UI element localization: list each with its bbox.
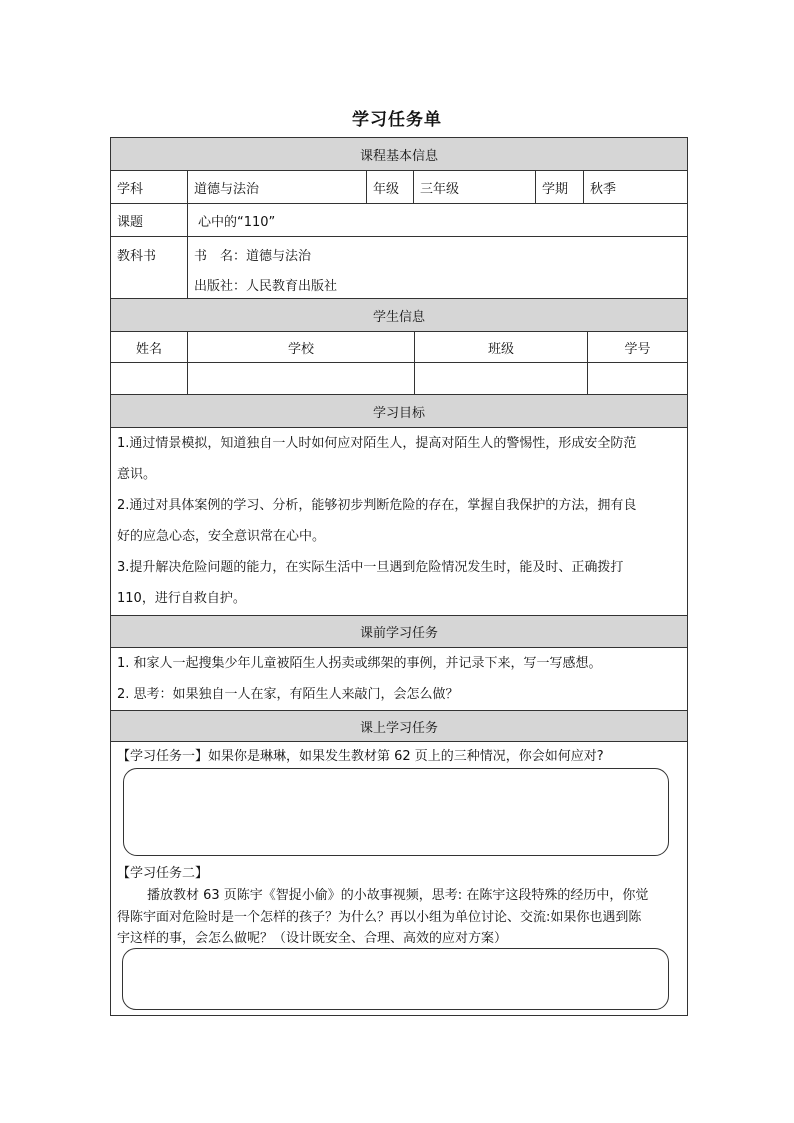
task2-line: 播放教材 63 页陈宇《智捉小偷》的小故事视频，思考: 在陈宇这段特殊的经历中，你觉 [147, 888, 649, 903]
pre-class-item: 2. 思考：如果独自一人在家，有陌生人来敲门，会怎么做？ [117, 687, 459, 702]
in-class-content [111, 742, 687, 1015]
topic-value: 心中的“110” [198, 214, 276, 230]
subject-value: 道德与法治 [188, 171, 367, 203]
class-input-cell[interactable] [415, 363, 588, 394]
subject-row [111, 171, 687, 204]
objective-line: 2.通过对具体案例的学习、分析，能够初步判断危险的存在，掌握自我保护的方法，拥有良 [117, 498, 637, 513]
objective-line: 1.通过情景模拟，知道独自一人时如何应对陌生人，提高对陌生人的警惕性，形成安全防范 [117, 436, 637, 451]
task2-title: 【学习任务二】 [117, 866, 209, 881]
objectives-content [111, 428, 687, 616]
task2-line: 宇这样的事，会怎么做呢？（设计既安全、合理、高效的应对方案） [117, 931, 508, 946]
subject-label: 学科 [111, 171, 188, 203]
textbook-label: 教科书 [111, 237, 188, 298]
term-value: 秋季 [590, 181, 617, 197]
objective-line: 3.提升解决危险问题的能力，在实际生活中一旦遇到危险情况发生时，能及时、正确拨打 [117, 560, 624, 575]
pre-class-item: 1. 和家人一起搜集少年儿童被陌生人拐卖或绑架的事例，并记录下来，写一写感想。 [117, 656, 602, 671]
grade-label: 年级 [367, 171, 414, 203]
task1-text: 【学习任务一】如果你是琳琳，如果发生教材第 62 页上的三种情况，你会如何应对? [117, 749, 604, 764]
col-student-id: 学号 [624, 341, 651, 357]
publisher-line: 出版社：人民教育出版社 [194, 279, 338, 294]
topic-label: 课题 [111, 204, 188, 236]
task2-line: 得陈宇面对危险时是一个怎样的孩子？为什么？再以小组为单位讨论、交流:如果你也遇到陈 [117, 910, 642, 925]
task2-answer-box[interactable] [122, 948, 669, 1010]
pre-class-content [111, 648, 687, 711]
student-input-row [111, 363, 687, 395]
student-columns-row [111, 332, 687, 363]
col-school: 学校 [188, 332, 415, 362]
objectives-header: 学习目标 [111, 395, 687, 428]
topic-row [111, 204, 687, 237]
school-input-cell[interactable] [188, 363, 415, 394]
pre-class-header: 课前学习任务 [111, 616, 687, 648]
student-info-header: 学生信息 [111, 299, 687, 332]
textbook-row [111, 237, 687, 299]
task-sheet-table [110, 137, 688, 1016]
student-id-input-cell[interactable] [588, 363, 687, 394]
objective-line: 意识。 [117, 467, 157, 482]
in-class-header: 课上学习任务 [111, 711, 687, 742]
objective-line: 110，进行自救自护。 [117, 591, 246, 606]
task1-answer-box[interactable] [123, 768, 669, 856]
grade-value: 三年级 [414, 171, 536, 203]
col-name: 姓名 [111, 332, 188, 362]
page-title: 学习任务单 [352, 110, 442, 130]
col-class: 班级 [415, 332, 588, 362]
objective-line: 好的应急心态，安全意识常在心中。 [117, 529, 326, 544]
name-input-cell[interactable] [111, 363, 188, 394]
term-label: 学期 [536, 171, 584, 203]
course-info-header: 课程基本信息 [111, 138, 687, 171]
book-name-line: 书 名：道德与法治 [194, 249, 312, 264]
